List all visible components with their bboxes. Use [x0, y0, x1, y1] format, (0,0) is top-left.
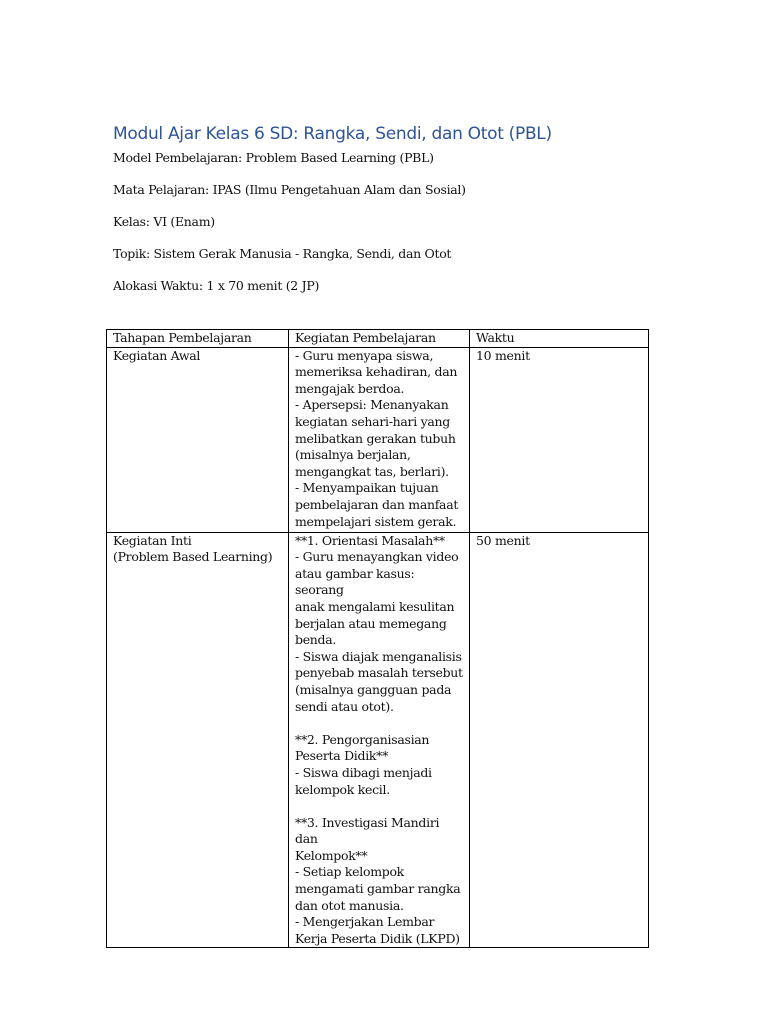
row-activities: - Guru menyapa siswa, memeriksa kehadiran, dan mengajak berdoa. - Apersepsi: Menanyakan kegiatan sehari-hari yang melibatkan gerakan tubuh (misalnya berjalan, mengangkat tas, berlari). - Menyampaikan tujuan pembelajaran dan manfaat mempelajari sistem gerak. — [295, 347, 459, 529]
meta-learning-model: Model Pembelajaran: Problem Based Learning (PBL) — [113, 150, 434, 165]
row-stage: Kegiatan Inti (Problem Based Learning) — [113, 532, 273, 565]
table-header-cell — [289, 330, 470, 348]
table-cell — [470, 347, 649, 532]
table-cell — [107, 532, 289, 948]
table-row — [107, 532, 649, 948]
table-header-row — [107, 330, 649, 348]
table-header-cell — [107, 330, 289, 348]
table-cell — [470, 532, 649, 948]
header-activities: Kegiatan Pembelajaran — [295, 330, 436, 345]
meta-time-allocation: Alokasi Waktu: 1 x 70 menit (2 JP) — [113, 278, 320, 293]
row-time: 50 menit — [476, 532, 530, 548]
table-header-cell — [470, 330, 649, 348]
row-stage: Kegiatan Awal — [113, 347, 201, 363]
table-cell — [289, 347, 470, 532]
table-cell — [289, 532, 470, 948]
meta-topic: Topik: Sistem Gerak Manusia - Rangka, Sendi, dan Otot — [113, 246, 452, 261]
row-time: 10 menit — [476, 347, 530, 363]
meta-class: Kelas: VI (Enam) — [113, 214, 215, 229]
header-time: Waktu — [476, 330, 515, 345]
meta-subject: Mata Pelajaran: IPAS (Ilmu Pengetahuan Alam dan Sosial) — [113, 182, 466, 197]
header-stage: Tahapan Pembelajaran — [113, 330, 252, 345]
table-cell — [107, 347, 289, 532]
document-title: Modul Ajar Kelas 6 SD: Rangka, Sendi, dan Otot (PBL) — [113, 124, 552, 144]
lesson-activities-table — [106, 329, 649, 948]
row-activities: **1. Orientasi Masalah** - Guru menayangkan video atau gambar kasus: seorang anak mengalami kesulitan berjalan atau memegang benda. - Siswa diajak menganalisis penyebab masalah tersebut (misalnya gangguan pada sendi atau otot). **2. Pengorganisasian Peserta Didik** - Siswa dibagi menjadi kelompok kecil. **3. Investigasi Mandiri dan Kelompok** - Setiap kelompok mengamati gambar rangka dan otot manusia. - Mengerjakan Lembar Kerja Peserta Didik (LKPD) — [295, 532, 463, 946]
table-row — [107, 347, 649, 532]
